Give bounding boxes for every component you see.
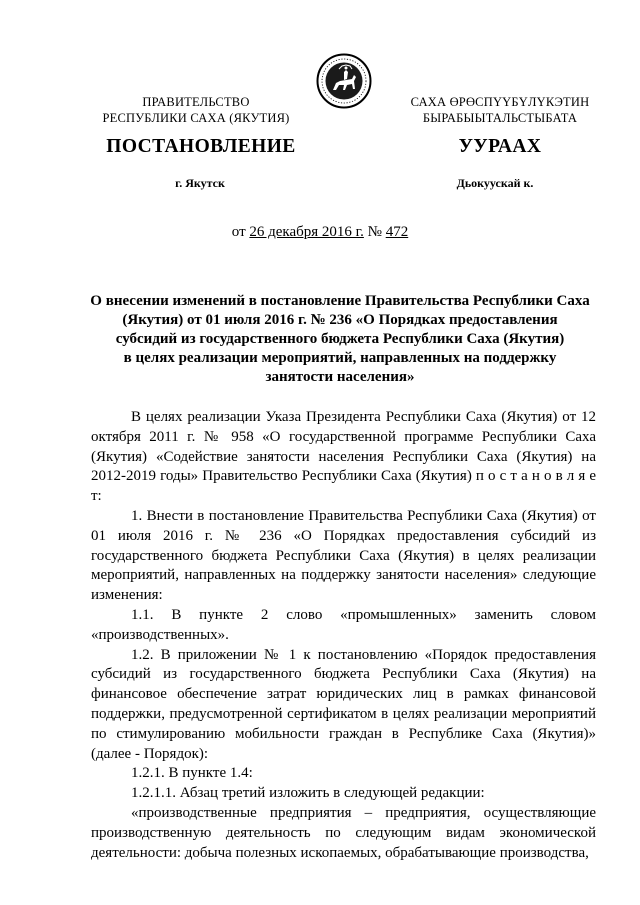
number-sign: № [367, 224, 382, 240]
city-russian: г. Якутск [175, 176, 225, 190]
government-line-1: ПРАВИТЕЛЬСТВО [142, 95, 250, 109]
paragraph-item-1-1: 1.1. В пункте 2 слово «промышленных» заменить словом «производственных». [91, 606, 596, 643]
paragraph-item-1-2: 1.2. В приложении № 1 к постановлению «Порядок предоставления субсидий из государственного бюджета Республики Саха (Якутия) на финансовое обеспечение затрат юридических лиц в рамках финансовой поддержки, предусмотренной сертификатом в целях реализации мероприятий по стимулированию мобильности граждан в Республике Саха (Якутия)» (далее - Порядок): [91, 646, 596, 762]
title-line-5: занятости населения» [265, 369, 415, 385]
city-sakha: Дьокуускай к. [456, 176, 534, 190]
government-name-sakha [380, 95, 620, 126]
government-sakha-line-2: БЫРАБЫЫТАЛЬСТЫБАТА [422, 110, 578, 125]
paragraph-item-1-2-1-1: 1.2.1.1. Абзац третий изложить в следующей редакции: [131, 785, 485, 802]
date-prefix: от [231, 224, 246, 240]
title-line-2: (Якутия) от 01 июля 2016 г. № 236 «О Порядках предоставления [122, 312, 558, 328]
document-body [91, 408, 596, 863]
paragraph-item-1-2-1: 1.2.1. В пункте 1.4: [131, 765, 253, 782]
document-number: 472 [385, 224, 409, 240]
document-title [80, 292, 600, 387]
doc-type-russian: ПОСТАНОВЛЕНИЕ [106, 136, 296, 157]
paragraph-item-1: 1. Внести в постановление Правительства Республики Саха (Якутия) от 01 июля 2016 г. № 236 «О Порядках предоставления субсидий из государственного бюджета Республики Саха (Якутия) в целях реализации мероприятий, направленных на поддержку занятости населения» следующие изменения: [91, 507, 596, 604]
document-date: 26 декабря 2016 г. [249, 224, 364, 240]
title-line-3: субсидий из государственного бюджета Республики Саха (Якутия) [115, 331, 565, 347]
paragraph-quote: «производственные предприятия – предприятия, осуществляющие производственную деятельность по следующим видам экономической деятельности: добыча полезных ископаемых, обрабатывающие производства, [91, 804, 596, 861]
title-line-4: в целях реализации мероприятий, направленных на поддержку [123, 350, 557, 366]
paragraph-preamble: В целях реализации Указа Президента Республики Саха (Якутия) от 12 октября 2011 г. № 958 «О государственной программе Республики Саха (Якутия) «Содействие занятости населения Республики Саха (Якутия) на 2012-2019 годы» Правительство Республики Саха (Якутия) п о с т а н о в л я е т: [91, 409, 596, 505]
title-line-1: О внесении изменений в постановление Правительства Республики Саха [90, 293, 590, 309]
government-sakha-line-1: САХА ӨРӨСПҮҮБҮЛҮКЭТИН [410, 95, 590, 109]
government-name-russian [96, 95, 296, 126]
date-number-line [160, 224, 480, 241]
coat-of-arms-emblem [316, 53, 372, 109]
doc-type-sakha: УУРААХ [458, 136, 542, 157]
government-line-2: РЕСПУБЛИКИ САХА (ЯКУТИЯ) [102, 110, 290, 125]
